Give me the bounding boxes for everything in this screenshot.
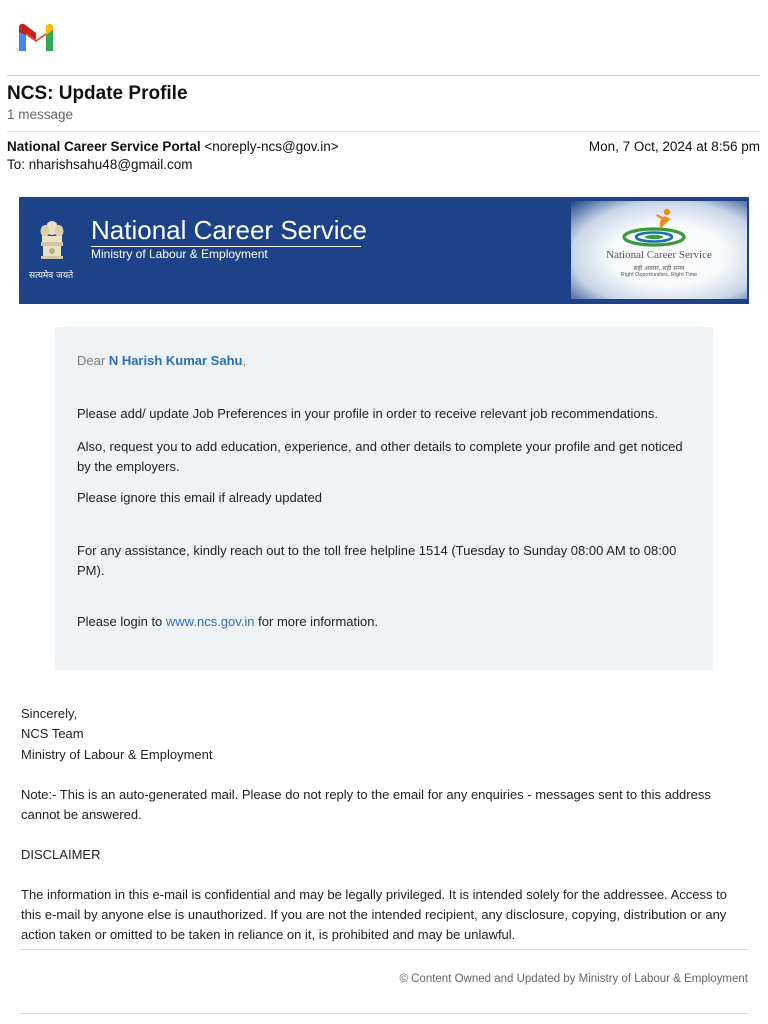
sender-email: <noreply-ncs@gov.in> xyxy=(204,139,339,154)
signature-closing: Sincerely, xyxy=(21,706,78,721)
banner-subtitle: Ministry of Labour & Employment xyxy=(91,247,268,261)
auto-generated-note: Note:- This is an auto-generated mail. Please do not reply to the email for any enquiries - messages sent to this address cannot be answered. xyxy=(21,787,711,822)
paragraph-ignore: Please ignore this email if already updated xyxy=(77,490,322,505)
paragraph-login xyxy=(77,612,697,632)
signature-ministry: Ministry of Labour & Employment xyxy=(21,747,213,762)
ncs-logo-icon xyxy=(621,207,691,251)
gmail-logo-icon xyxy=(16,22,56,52)
subject-divider xyxy=(7,131,760,132)
emblem-motto: सत्यमेव जयते xyxy=(29,271,74,281)
paragraph-job-preferences: Please add/ update Job Preferences in your profile in order to receive relevant job recommendations. xyxy=(77,406,658,421)
email-date: Mon, 7 Oct, 2024 at 8:56 pm xyxy=(588,139,760,154)
ncs-logo-tagline-english: Right Opportunities, Right Time xyxy=(620,272,698,278)
message-box xyxy=(55,327,713,670)
login-suffix: for more information. xyxy=(258,614,379,629)
footer-divider-bottom xyxy=(19,1013,749,1014)
national-emblem-icon xyxy=(39,219,65,263)
disclaimer-text: The information in this e-mail is confidential and may be legally privileged. It is intended solely for the addressee. Access to this e-mail by anyone else is unauthorized. If you are not the intended recipient, any disclosure, copying, distribution or any action taken or omitted to be taken in reliance on it, is prohibited and may be unlawful. xyxy=(21,887,727,942)
ncs-banner xyxy=(19,197,749,304)
ncs-website-link[interactable]: www.ncs.gov.in xyxy=(165,614,255,629)
greeting-suffix: , xyxy=(242,353,247,368)
ncs-logo-text: National Career Service xyxy=(606,249,712,261)
footer-divider-top xyxy=(19,949,749,950)
ncs-logo-tagline-hindi: सही अवसर, सही समय xyxy=(633,265,685,272)
signature-team: NCS Team xyxy=(21,726,84,741)
greeting xyxy=(77,351,697,371)
email-subject: NCS: Update Profile xyxy=(7,83,188,104)
disclaimer-heading: DISCLAIMER xyxy=(21,847,101,862)
paragraph-add-details: Also, request you to add education, experience, and other details to complete your profile and get noticed by the employers. xyxy=(77,439,683,474)
recipient-line: To: nharishsahu48@gmail.com xyxy=(7,157,193,172)
banner-title: National Career Service xyxy=(91,215,368,245)
sender-line xyxy=(7,139,339,154)
ncs-logo xyxy=(571,201,747,299)
recipient-name: N Harish Kumar Sahu xyxy=(108,353,243,368)
paragraph-assistance: For any assistance, kindly reach out to the toll free helpline 1514 (Tuesday to Sunday 08:00 AM to 08:00 PM). xyxy=(77,543,677,578)
login-prefix: Please login to xyxy=(77,614,163,629)
greeting-prefix: Dear xyxy=(77,353,106,368)
footer-copyright: © Content Owned and Updated by Ministry of Labour & Employment xyxy=(399,973,748,985)
sender-name: National Career Service Portal xyxy=(7,139,201,154)
header-divider xyxy=(7,75,760,76)
message-count: 1 message xyxy=(7,107,74,122)
